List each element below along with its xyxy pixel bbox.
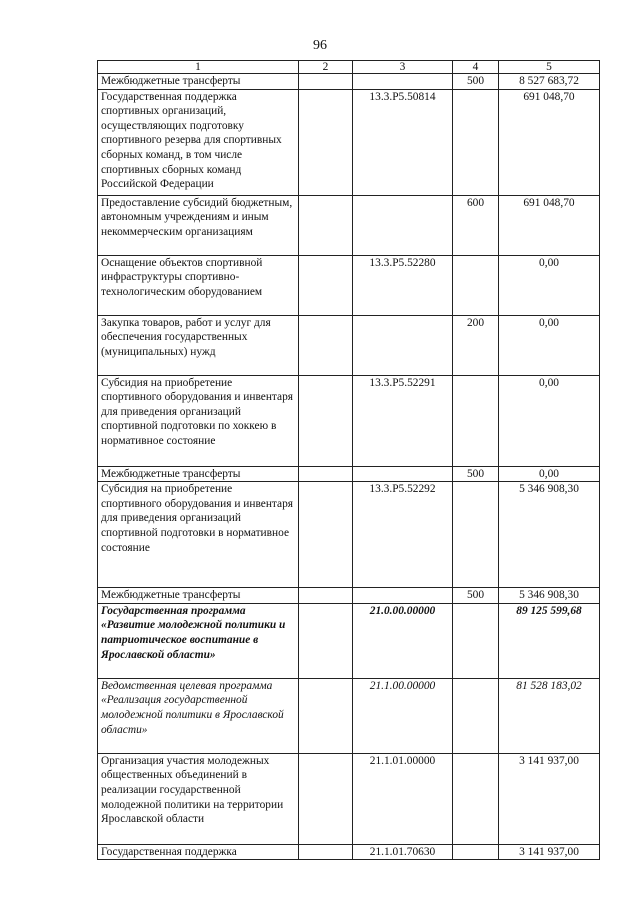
- table-row: [98, 74, 600, 90]
- column-header-4: 4: [453, 61, 499, 74]
- row-amount-cell: 0,00: [499, 466, 600, 482]
- table-row: [98, 603, 600, 678]
- table-row: [98, 195, 600, 255]
- row-amount-cell: 81 528 183,02: [499, 678, 600, 753]
- row-column-2-cell: [299, 466, 353, 482]
- budget-table: [97, 60, 600, 860]
- budget-table-body: [98, 61, 600, 860]
- row-expense-type-cell: [453, 603, 499, 678]
- row-name-cell: Ведомственная целевая программа «Реализация государственной молодежной политики в Ярославской области»: [98, 678, 299, 753]
- row-name-cell: Межбюджетные трансферты: [98, 588, 299, 604]
- row-expense-type-cell: 500: [453, 588, 499, 604]
- row-column-2-cell: [299, 844, 353, 860]
- row-target-code-cell: 13.3.Р5.52280: [353, 255, 453, 315]
- row-amount-cell: 0,00: [499, 315, 600, 375]
- row-expense-type-cell: 500: [453, 466, 499, 482]
- row-expense-type-cell: [453, 482, 499, 588]
- row-target-code-cell: [353, 588, 453, 604]
- row-column-2-cell: [299, 195, 353, 255]
- row-expense-type-cell: [453, 753, 499, 844]
- row-name-cell: Субсидия на приобретение спортивного оборудования и инвентаря для приведения организаций спортивной подготовки в нормативное состояние: [98, 482, 299, 588]
- table-row: [98, 588, 600, 604]
- row-target-code-cell: [353, 74, 453, 90]
- row-column-2-cell: [299, 255, 353, 315]
- row-name-cell: Межбюджетные трансферты: [98, 74, 299, 90]
- row-name-cell: Организация участия молодежных общественных объединений в реализации государственной молодежной политики на территории Ярославской области: [98, 753, 299, 844]
- row-target-code-cell: 21.1.01.00000: [353, 753, 453, 844]
- page-number: 96: [313, 38, 327, 53]
- row-expense-type-cell: 600: [453, 195, 499, 255]
- table-row: [98, 255, 600, 315]
- row-target-code-cell: [353, 195, 453, 255]
- row-amount-cell: 3 141 937,00: [499, 753, 600, 844]
- row-amount-cell: 691 048,70: [499, 89, 600, 195]
- table-row: [98, 753, 600, 844]
- row-expense-type-cell: 500: [453, 74, 499, 90]
- row-expense-type-cell: [453, 375, 499, 466]
- row-expense-type-cell: 200: [453, 315, 499, 375]
- row-name-cell: Государственная поддержка: [98, 844, 299, 860]
- column-header-1: 1: [98, 61, 299, 74]
- row-name-cell: Оснащение объектов спортивной инфраструктуры спортивно-технологическим оборудованием: [98, 255, 299, 315]
- row-amount-cell: 89 125 599,68: [499, 603, 600, 678]
- row-target-code-cell: [353, 315, 453, 375]
- column-header-2: 2: [299, 61, 353, 74]
- row-target-code-cell: [353, 466, 453, 482]
- row-expense-type-cell: [453, 255, 499, 315]
- row-target-code-cell: 13.3.Р5.50814: [353, 89, 453, 195]
- column-number-header-row: [98, 61, 600, 74]
- row-amount-cell: 3 141 937,00: [499, 844, 600, 860]
- row-column-2-cell: [299, 315, 353, 375]
- row-name-cell: Закупка товаров, работ и услуг для обеспечения государственных (муниципальных) нужд: [98, 315, 299, 375]
- row-target-code-cell: 21.1.01.70630: [353, 844, 453, 860]
- row-amount-cell: 0,00: [499, 375, 600, 466]
- column-header-3: 3: [353, 61, 453, 74]
- row-target-code-cell: 21.1.00.00000: [353, 678, 453, 753]
- table-row: [98, 466, 600, 482]
- row-target-code-cell: 13.3.Р5.52292: [353, 482, 453, 588]
- row-amount-cell: 691 048,70: [499, 195, 600, 255]
- row-expense-type-cell: [453, 89, 499, 195]
- table-row: [98, 375, 600, 466]
- row-amount-cell: 5 346 908,30: [499, 482, 600, 588]
- row-amount-cell: 8 527 683,72: [499, 74, 600, 90]
- row-column-2-cell: [299, 588, 353, 604]
- row-name-cell: Предоставление субсидий бюджетным, автономным учреждениям и иным некоммерческим организациям: [98, 195, 299, 255]
- row-amount-cell: 0,00: [499, 255, 600, 315]
- row-expense-type-cell: [453, 678, 499, 753]
- table-row: [98, 89, 600, 195]
- row-expense-type-cell: [453, 844, 499, 860]
- column-header-5: 5: [499, 61, 600, 74]
- row-name-cell: Субсидия на приобретение спортивного оборудования и инвентаря для приведения организаций спортивной подготовки по хоккею в нормативное состояние: [98, 375, 299, 466]
- table-row: [98, 678, 600, 753]
- table-row: [98, 315, 600, 375]
- table-row: [98, 482, 600, 588]
- row-name-cell: Государственная поддержка спортивных организаций, осуществляющих подготовку спортивного резерва для спортивных сборных команд, в том числе спортивных сборных команд Российской Федерации: [98, 89, 299, 195]
- row-target-code-cell: 13.3.Р5.52291: [353, 375, 453, 466]
- row-name-cell: Межбюджетные трансферты: [98, 466, 299, 482]
- row-column-2-cell: [299, 678, 353, 753]
- row-name-cell: Государственная программа «Развитие молодежной политики и патриотическое воспитание в Ярославской области»: [98, 603, 299, 678]
- table-row: [98, 844, 600, 860]
- row-column-2-cell: [299, 603, 353, 678]
- row-column-2-cell: [299, 753, 353, 844]
- row-amount-cell: 5 346 908,30: [499, 588, 600, 604]
- row-column-2-cell: [299, 375, 353, 466]
- row-column-2-cell: [299, 482, 353, 588]
- row-target-code-cell: 21.0.00.00000: [353, 603, 453, 678]
- row-column-2-cell: [299, 74, 353, 90]
- row-column-2-cell: [299, 89, 353, 195]
